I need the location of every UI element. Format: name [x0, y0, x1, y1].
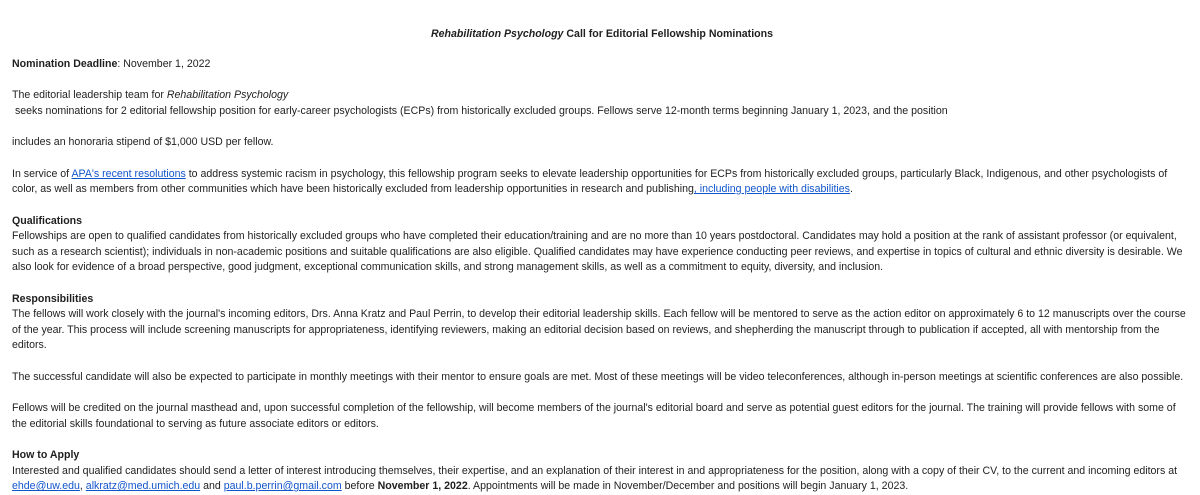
apply-text-2: before	[341, 480, 378, 492]
service-text-2: to address systemic racism in psychology, this fellowship program seeks to elevate leadership opportunities for ECPs from historically excluded groups, particularly Black, Indigenous, and other psychologists of color, as well as members from other communities which have been historically excluded from leadership opportunities in research and publishing	[12, 167, 1168, 195]
how-to-apply-heading: How to Apply	[12, 449, 80, 461]
apply-separator-2: and	[200, 480, 224, 492]
service-paragraph	[12, 167, 1192, 198]
deadline-label: Nomination Deadline	[12, 57, 118, 70]
responsibilities-paragraph-2: The successful candidate will also be expected to participate in monthly meetings with their mentor to ensure goals are met. Most of these meetings will be video teleconferences, although in-person meetings at scientific conferences are also possible.	[12, 370, 1184, 383]
page-title	[12, 27, 1192, 43]
disabilities-link[interactable]: , including people with disabilities	[693, 183, 850, 195]
responsibilities-heading: Responsibilities	[12, 292, 94, 305]
intro-paragraph	[12, 88, 1192, 119]
service-text-end: .	[849, 183, 853, 195]
service-text-1: In service of	[12, 167, 72, 180]
qualifications-heading: Qualifications	[12, 214, 83, 227]
qualifications-paragraph: Fellowships are open to qualified candidates from historically excluded groups who have completed their education/training and are no more than 10 years postdoctoral. Candidates may hold a position at the rank of assistant professor (or equivalent, such as a research scientist); individuals in non-academic positions and suitable qualifications are also eligible. Qualified candidates may have experience conducting peer reviews, and expertise in topics of cultural and ethnic diversity is desirable. We also look for evidence of a broad perspective, good judgment, exceptional communication skills, and strong management skills, as well as a commitment to equity, diversity, and inclusion.	[12, 230, 1183, 273]
title-text: Call for Editorial Fellowship Nominations	[563, 28, 773, 40]
apply-deadline-date: November 1, 2022	[377, 480, 468, 492]
intro-journal-name: Rehabilitation Psychology	[166, 89, 289, 101]
apply-separator-1: ,	[79, 480, 86, 492]
email-link-alkratz[interactable]: alkratz@med.umich.edu	[85, 480, 201, 492]
email-link-ehde[interactable]: ehde@uw.edu	[12, 480, 80, 492]
intro-text-3: includes an honoraria stipend of $1,000 USD per fellow.	[12, 136, 274, 148]
responsibilities-paragraph-1: The fellows will work closely with the journal's incoming editors, Drs. Anna Kratz and Paul Perrin, to develop their editorial leadership skills. Each fellow will be mentored to serve as the action editor on approximately 6 to 12 manuscripts over the course of the year. This process will include screening manuscripts for appropriateness, identifying reviewers, making an editorial decision based on reviews, and shepherding the manuscript through to publication if accepted, all with mentorship from the editors.	[12, 308, 1186, 351]
deadline-line	[12, 57, 1192, 73]
deadline-value: : November 1, 2022	[117, 57, 211, 70]
email-link-perrin[interactable]: paul.b.perrin@gmail.com	[223, 480, 342, 492]
intro-text-2: seeks nominations for 2 editorial fellowship position for early-career psychologists (ECPs) from historically excluded groups. Fellows serve 12-month terms beginning January 1, 2023, and the position	[12, 104, 948, 117]
apa-resolutions-link[interactable]: APA's recent resolutions	[71, 167, 186, 180]
intro-text-1: The editorial leadership team for	[12, 89, 167, 101]
apply-text-3: . Appointments will be made in November/December and positions will begin January 1, 2023.	[467, 480, 909, 492]
intro-paragraph-2	[12, 135, 1192, 151]
apply-text-1: Interested and qualified candidates should send a letter of interest introducing themselves, their expertise, and an explanation of their interest in and appropriateness for the position, along with a copy of their CV, to the current and incoming editors at	[12, 464, 1178, 477]
responsibilities-paragraph-3: Fellows will be credited on the journal masthead and, upon successful completion of the fellowship, will become members of the journal's editorial board and serve as potential guest editors for the journal. The training will provide fellows with some of the editorial skills foundational to serving as future associate editors or editors.	[12, 402, 1176, 430]
how-to-apply-paragraph	[12, 464, 1192, 495]
title-journal-name: Rehabilitation Psychology	[431, 28, 564, 40]
